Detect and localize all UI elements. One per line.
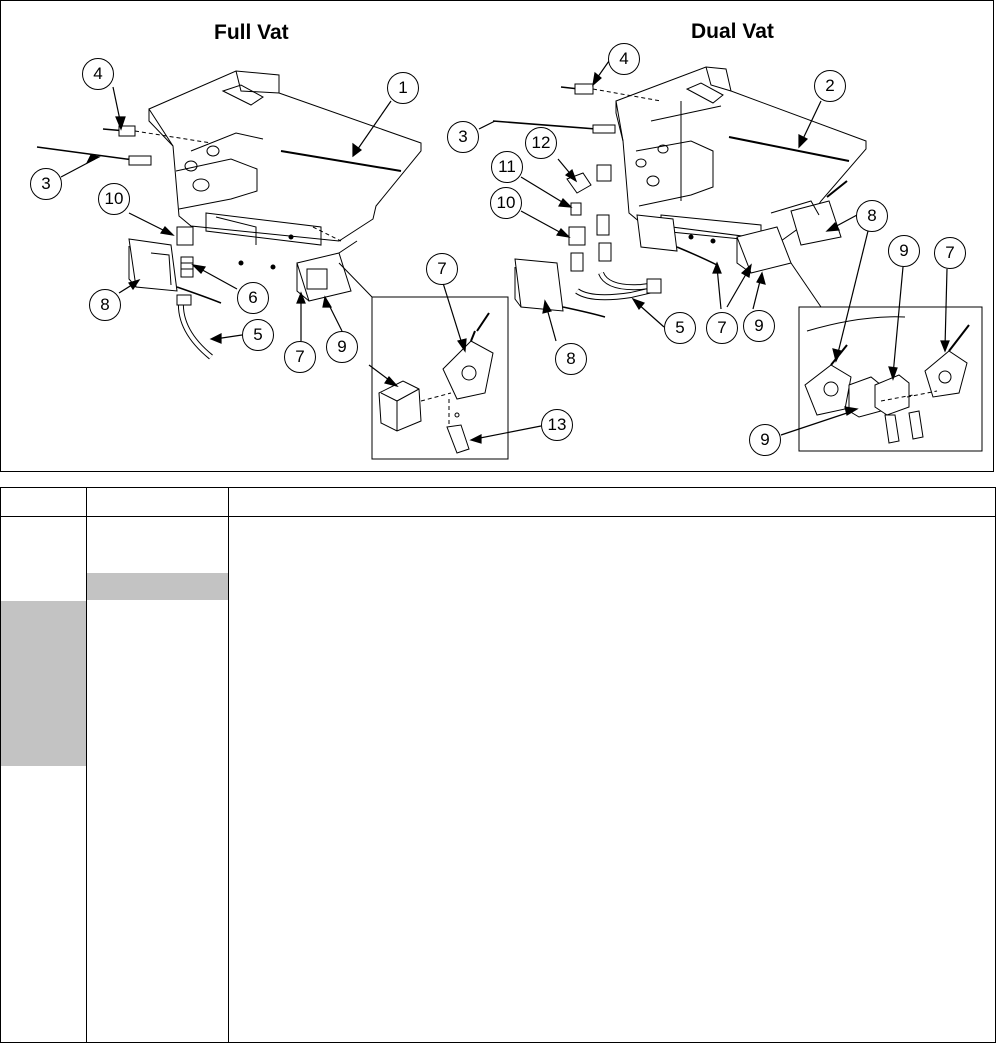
parts-table: [0, 487, 996, 1043]
callout-3: 3: [447, 121, 479, 153]
callout-4: 4: [82, 58, 114, 90]
header-item: [1, 488, 86, 516]
column-divider-2: [228, 488, 229, 1042]
callout-7: 7: [706, 312, 738, 344]
callout-2: 2: [814, 70, 846, 102]
callout-8: 8: [856, 200, 888, 232]
callout-7: 7: [426, 253, 458, 285]
header-divider: [1, 516, 995, 517]
callout-10: 10: [490, 187, 522, 219]
shaded-cell-item: [1, 601, 86, 766]
shaded-cell-part-number: [87, 573, 228, 600]
callout-13: 13: [541, 409, 573, 441]
callout-9: 9: [888, 235, 920, 267]
callout-10: 10: [98, 183, 130, 215]
column-divider-1: [86, 488, 87, 1042]
callout-5: 5: [664, 312, 696, 344]
full-vat-title: Full Vat: [214, 21, 289, 44]
callout-3: 3: [30, 168, 62, 200]
callout-11: 11: [491, 151, 523, 183]
header-part-number: [87, 488, 228, 516]
callout-5: 5: [242, 319, 274, 351]
callout-9: 9: [743, 310, 775, 342]
callout-12: 12: [525, 127, 557, 159]
callout-8: 8: [89, 289, 121, 321]
dual-vat-title: Dual Vat: [691, 20, 774, 43]
exploded-drawing: [1, 1, 995, 473]
callout-7: 7: [284, 341, 316, 373]
callout-6: 6: [237, 282, 269, 314]
callout-9: 9: [749, 424, 781, 456]
callout-9: 9: [326, 331, 358, 363]
callout-1: 1: [387, 72, 419, 104]
dual-vat-detail-inset: [799, 307, 982, 451]
header-description: [229, 488, 995, 516]
callout-8: 8: [555, 343, 587, 375]
callout-4: 4: [608, 43, 640, 75]
full-vat-detail-inset: [339, 263, 508, 459]
exploded-view-figure: [0, 0, 994, 472]
callout-7: 7: [934, 237, 966, 269]
